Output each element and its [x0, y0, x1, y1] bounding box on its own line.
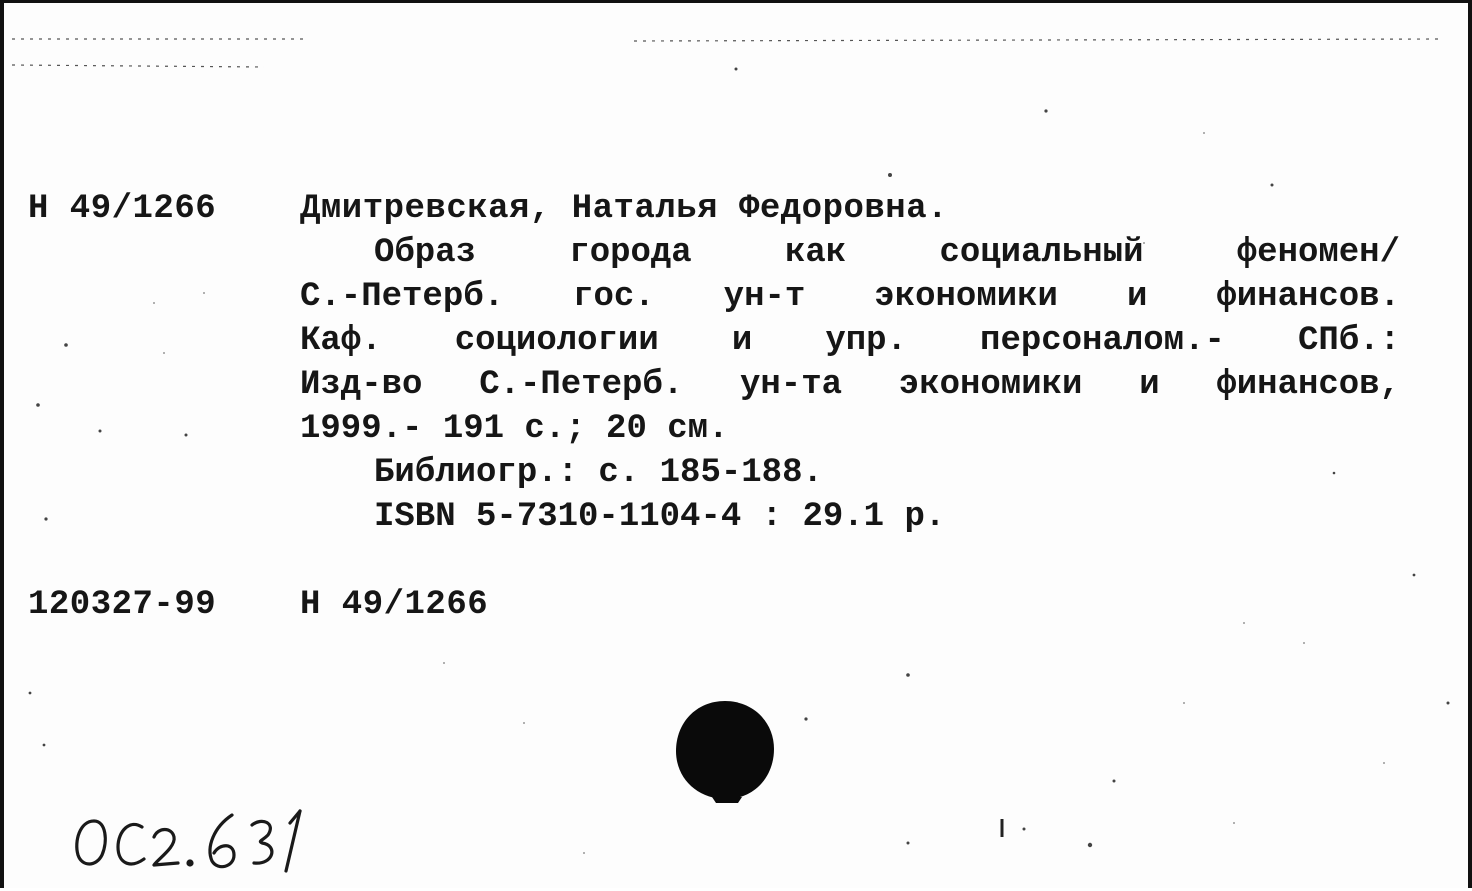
punch-hole: [672, 697, 778, 803]
bibliography-note: Библиогр.: с. 185-188.: [374, 454, 823, 492]
inventory-number: 120327-99: [28, 586, 217, 624]
author-heading: Дмитревская, Наталья Федоровна.: [300, 190, 949, 228]
description-line: С.-Петерб. гос. ун-т экономики и финансов.: [300, 278, 1400, 316]
description-line: Каф. социологии и упр. персоналом.- СПб.:: [300, 322, 1400, 360]
shelf-mark-top: Н 49/1266: [28, 190, 217, 228]
isbn-price-line: ISBN 5-7310-1104-4 : 29.1 р.: [374, 498, 946, 536]
shelf-mark-bottom: Н 49/1266: [300, 586, 489, 624]
bibliographic-description: [300, 231, 1400, 451]
handwritten-classification-code: [64, 793, 384, 883]
description-line: Изд-во С.-Петерб. ун-та экономики и финансов,: [300, 366, 1400, 404]
description-line: 1999.- 191 с.; 20 см.: [300, 410, 729, 448]
description-line: Образ города как социальный феномен/: [374, 234, 1400, 272]
